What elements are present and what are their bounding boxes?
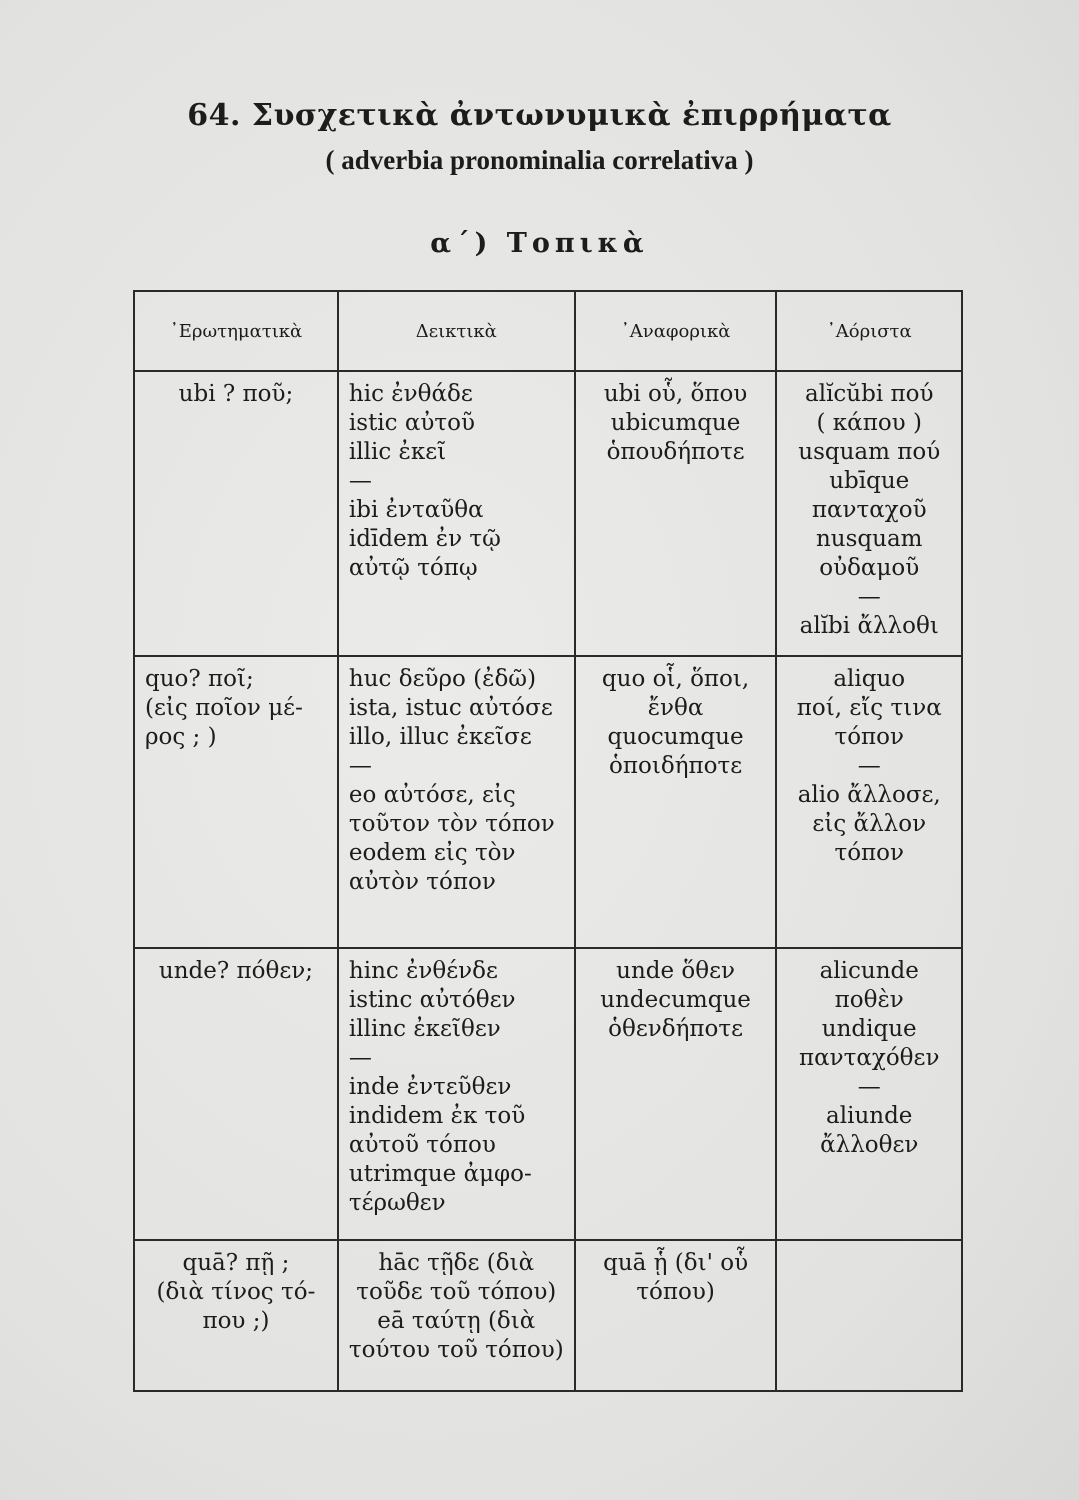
cell-line: τέρωθεν bbox=[348, 1190, 446, 1216]
cell-line: alicunde bbox=[819, 958, 919, 984]
header-demonstrative: Δεικτικὰ bbox=[338, 291, 575, 371]
cell-line: που ;) bbox=[202, 1308, 270, 1334]
cell-line: quo? ποῖ; bbox=[145, 666, 254, 692]
cell-demonstrative bbox=[338, 1240, 575, 1391]
cell-interrogative bbox=[134, 371, 338, 656]
cell-line: (διὰ τίνος τό- bbox=[156, 1279, 316, 1305]
cell-line: ibi ἐνταῦθα bbox=[348, 497, 484, 523]
cell-line: ἄλλοθεν bbox=[820, 1132, 919, 1158]
cell-line: ( κάπου ) bbox=[816, 410, 922, 436]
cell-line: ubi ? ποῦ; bbox=[178, 381, 294, 407]
page-title: 64. Συσχετικὰ ἀντωνυμικὰ ἐπιρρήματα bbox=[187, 98, 892, 133]
table-row bbox=[134, 656, 962, 948]
cell-line: unde? πόθεν; bbox=[158, 958, 313, 984]
cell-line: ubīque bbox=[829, 468, 910, 494]
cell-line: τόπου) bbox=[636, 1279, 715, 1305]
cell-line: ubi οὗ, ὅπου bbox=[603, 381, 748, 407]
cell-relative bbox=[575, 948, 777, 1240]
cell-demonstrative bbox=[338, 948, 575, 1240]
cell-line: quocumque bbox=[607, 724, 744, 750]
cell-relative bbox=[575, 1240, 777, 1391]
cell-line: inde ἐντεῦθεν bbox=[348, 1074, 512, 1100]
cell-line: eodem εἰς τὸν bbox=[348, 840, 516, 866]
cell-lines bbox=[787, 372, 951, 641]
cell-line: ὁπουδήποτε bbox=[606, 439, 745, 465]
table-row bbox=[134, 948, 962, 1240]
cell-line: undique bbox=[821, 1016, 917, 1042]
cell-line: ποθὲν bbox=[834, 987, 904, 1013]
cell-indefinite bbox=[776, 1240, 962, 1391]
cell-lines bbox=[349, 372, 564, 583]
cell-lines bbox=[349, 657, 564, 897]
cell-line: ποί, εἴς τινα bbox=[796, 695, 942, 721]
cell-line: istic αὐτοῦ bbox=[348, 410, 475, 436]
cell-interrogative bbox=[134, 948, 338, 1240]
cell-lines bbox=[145, 949, 327, 986]
cell-lines bbox=[586, 949, 766, 1044]
cell-lines bbox=[787, 1241, 951, 1249]
cell-line: quā ᾗ (δι' οὗ bbox=[603, 1250, 749, 1276]
cell-line: αὐτῷ τόπῳ bbox=[348, 555, 478, 581]
cell-line: τούτου τοῦ τόπου) bbox=[348, 1337, 564, 1363]
cell-lines bbox=[145, 372, 327, 409]
cell-line: indidem ἐκ τοῦ bbox=[348, 1103, 526, 1129]
cell-lines bbox=[586, 372, 766, 467]
cell-line: — bbox=[857, 753, 881, 779]
cell-demonstrative bbox=[338, 371, 575, 656]
cell-line: τόπον bbox=[834, 724, 904, 750]
cell-line: τοῦδε τοῦ τόπου) bbox=[356, 1279, 557, 1305]
cell-demonstrative bbox=[338, 656, 575, 948]
table-body bbox=[134, 371, 962, 1391]
table-row bbox=[134, 1240, 962, 1391]
cell-line: eo αὐτόσε, εἰς bbox=[348, 782, 516, 808]
cell-lines bbox=[145, 1241, 327, 1336]
cell-line: alio ἄλλοσε, bbox=[797, 782, 941, 808]
cell-line: aliunde bbox=[826, 1103, 913, 1129]
cell-line: οὐδαμοῦ bbox=[819, 555, 920, 581]
cell-line: quā? πῇ ; bbox=[182, 1250, 290, 1276]
cell-line: — bbox=[348, 753, 372, 779]
cell-line: idīdem ἐν τῷ bbox=[348, 526, 501, 552]
cell-indefinite bbox=[776, 948, 962, 1240]
cell-indefinite bbox=[776, 656, 962, 948]
cell-relative bbox=[575, 371, 777, 656]
cell-line: ὁποιδήποτε bbox=[609, 753, 743, 779]
cell-lines bbox=[349, 949, 564, 1218]
cell-line: aliquo bbox=[833, 666, 906, 692]
table-row bbox=[134, 371, 962, 656]
cell-line: hinc ἐνθένδε bbox=[348, 958, 498, 984]
cell-line: εἰς ἄλλον bbox=[812, 811, 927, 837]
cell-lines bbox=[586, 657, 766, 781]
section-heading: α΄) Τοπικὰ bbox=[430, 228, 649, 259]
cell-line: (εἰς ποῖον μέ- bbox=[145, 695, 303, 721]
cell-line: illinc ἐκεῖθεν bbox=[348, 1016, 501, 1042]
cell-line: illic ἐκεῖ bbox=[348, 439, 447, 465]
cell-line: πανταχοῦ bbox=[811, 497, 927, 523]
cell-line: unde ὅθεν bbox=[616, 958, 736, 984]
cell-line: alĭcŭbi πού bbox=[805, 381, 934, 407]
cell-lines bbox=[586, 1241, 766, 1307]
cell-interrogative bbox=[134, 1240, 338, 1391]
cell-lines bbox=[145, 657, 327, 752]
correlative-adverbs-table bbox=[133, 290, 963, 1392]
cell-line: usquam πού bbox=[798, 439, 941, 465]
cell-line: ubicumque bbox=[610, 410, 741, 436]
table-header-row bbox=[134, 291, 962, 371]
cell-line: istinc αὐτόθεν bbox=[348, 987, 516, 1013]
header-interrogative: ᾿Ερωτηματικὰ bbox=[134, 291, 338, 371]
cell-lines bbox=[349, 1241, 564, 1365]
cell-line: πανταχόθεν bbox=[799, 1045, 940, 1071]
cell-lines bbox=[787, 949, 951, 1160]
cell-line: τοῦτον τὸν τόπον bbox=[348, 811, 555, 837]
page-subtitle: ( adverbia pronominalia correlativa ) bbox=[325, 145, 754, 175]
cell-line: ἔνθα bbox=[647, 695, 704, 721]
cell-lines bbox=[787, 657, 951, 868]
cell-line: αὐτὸν τόπον bbox=[348, 869, 496, 895]
cell-line: undecumque bbox=[600, 987, 751, 1013]
cell-line: quo οἷ, ὅποι, bbox=[601, 666, 750, 692]
cell-line: ὁθενδήποτε bbox=[608, 1016, 743, 1042]
cell-indefinite bbox=[776, 371, 962, 656]
cell-line: nusquam bbox=[815, 526, 923, 552]
cell-line: — bbox=[348, 468, 372, 494]
cell-line: hāc τῇδε (διὰ bbox=[378, 1250, 535, 1276]
cell-line: τόπον bbox=[834, 840, 904, 866]
cell-line: — bbox=[348, 1045, 372, 1071]
header-relative: ᾿Αναφορικὰ bbox=[575, 291, 777, 371]
cell-line: — bbox=[857, 584, 881, 610]
cell-line: illo, illuc ἐκεῖσε bbox=[348, 724, 532, 750]
cell-line: ista, istuc αὐτόσε bbox=[348, 695, 553, 721]
cell-line: utrimque ἀμφο- bbox=[348, 1161, 532, 1187]
cell-line: huc δεῦρο (ἐδῶ) bbox=[348, 666, 537, 692]
cell-line: hic ἐνθάδε bbox=[348, 381, 473, 407]
header-indefinite: ᾿Αόριστα bbox=[776, 291, 962, 371]
cell-line: αὐτοῦ τόπου bbox=[348, 1132, 496, 1158]
cell-line: alĭbi ἄλλοθι bbox=[799, 613, 939, 639]
cell-line: ρος ; ) bbox=[145, 724, 217, 750]
cell-line: — bbox=[857, 1074, 881, 1100]
cell-interrogative bbox=[134, 656, 338, 948]
cell-line: eā ταύτῃ (διὰ bbox=[377, 1308, 536, 1334]
cell-relative bbox=[575, 656, 777, 948]
